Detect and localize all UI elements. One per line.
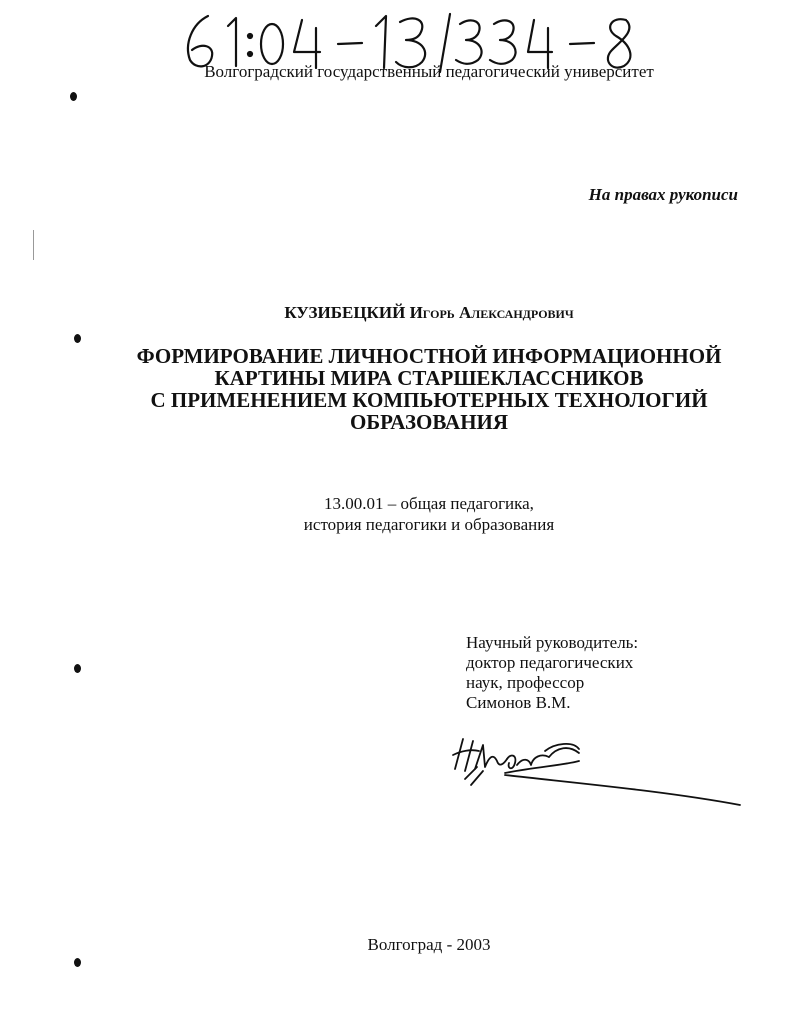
title-line: КАРТИНЫ МИРА СТАРШЕКЛАССНИКОВ — [214, 366, 644, 390]
punch-mark — [70, 92, 77, 101]
margin-line — [33, 230, 34, 260]
author-name — [0, 303, 794, 323]
specialty-code — [0, 493, 794, 535]
university-name: Волгоградский государственный педагогический университет — [204, 62, 654, 81]
advisor-signature — [445, 735, 745, 815]
specialty-line: 13.00.01 – общая педагогика, — [324, 494, 534, 513]
advisor-line: Научный руководитель: — [466, 633, 639, 652]
city-year: Волгоград - 2003 — [367, 935, 491, 954]
title-line: ФОРМИРОВАНИЕ ЛИЧНОСТНОЙ ИНФОРМАЦИОННОЙ — [136, 344, 722, 368]
punch-mark — [74, 334, 81, 343]
manuscript-rights-note: На правах рукописи — [588, 185, 738, 204]
punch-mark — [74, 664, 81, 673]
advisor-line: доктор педагогических — [466, 653, 634, 672]
title-line: С ПРИМЕНЕНИЕМ КОМПЬЮТЕРНЫХ ТЕХНОЛОГИЙ — [150, 388, 708, 412]
author-surname: КУЗИБЕЦКИЙ — [284, 303, 406, 322]
specialty-line: история педагогики и образования — [303, 515, 555, 534]
punch-mark — [74, 958, 81, 967]
dissertation-title — [0, 345, 794, 433]
advisor-line: Симонов В.М. — [466, 693, 571, 712]
author-given-names: Игорь Александрович — [409, 303, 574, 322]
title-line: ОБРАЗОВАНИЯ — [349, 410, 509, 434]
advisor-line: наук, профессор — [466, 673, 585, 692]
scientific-advisor — [466, 633, 638, 713]
